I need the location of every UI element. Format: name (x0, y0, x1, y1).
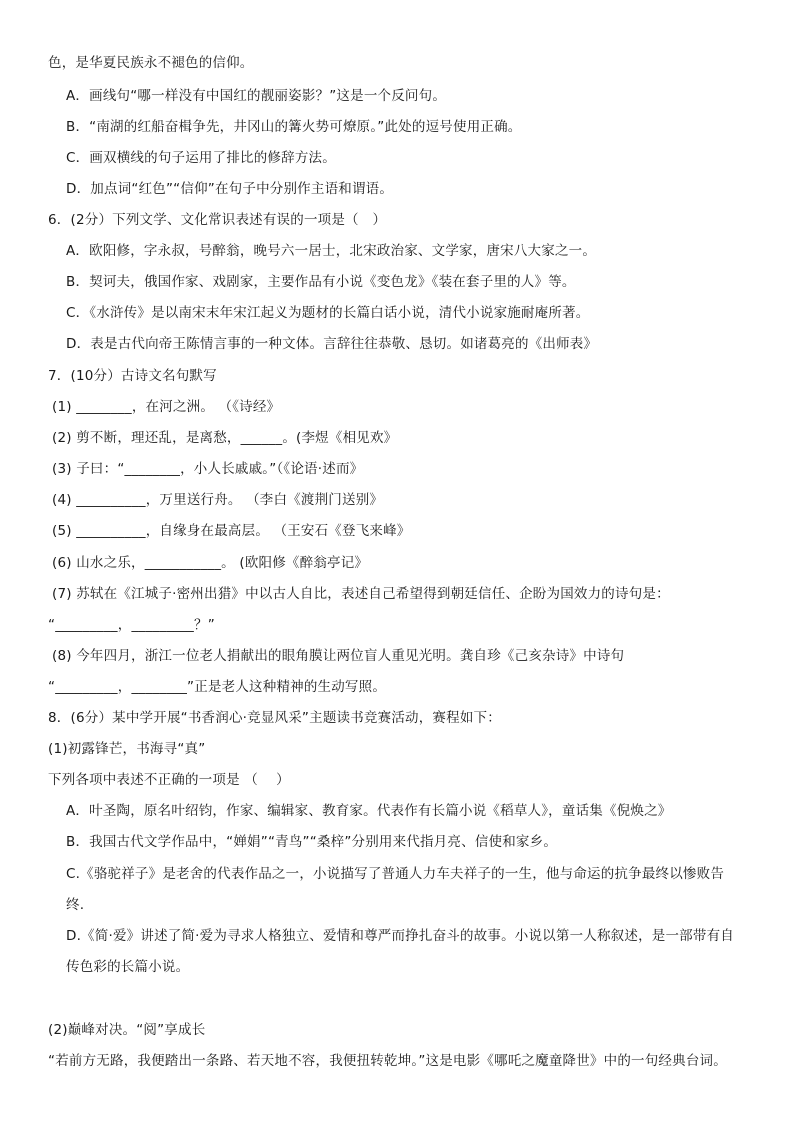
q6-option-c: C．《水浒传》是以南宋末年宋江起义为题材的长篇白话小说，清代小说家施耐庵所著。 (66, 305, 590, 321)
q7-item-8-answer: “_________，________”正是老人这种精神的生动写照。 (48, 679, 387, 695)
q5-option-d: D．加点词“红色”“信仰”在句子中分别作主语和谓语。 (66, 181, 394, 197)
q7-item-5: (5) __________，自缘身在最高层。 （王安石《登飞来峰》 (52, 523, 411, 539)
q8-part1-question: 下列各项中表述不正确的一项是 （ ） (48, 772, 290, 788)
q5-option-a: A．画线句“哪一样没有中国红的靓丽姿影？”这是一个反问句。 (66, 88, 447, 104)
q8-part2-text: “若前方无路，我便踏出一条路、若天地不容，我便扭转乾坤。”这是电影《哪吒之魔童降世》中的一句经典台词。 (48, 1053, 727, 1069)
q8-option-d-cont: 传色彩的长篇小说。 (66, 959, 190, 975)
q8-option-b: B．我国古代文学作品中，“婵娟”“青鸟”“桑梓”分别用来代指月亮、信使和家乡。 (66, 834, 558, 850)
q6-option-a: A．欧阳修，字永叔，号醉翁，晚号六一居士，北宋政治家、文学家，唐宋八大家之一。 (66, 243, 597, 259)
q7-item-2: (2) 剪不断，理还乱，是离愁，______。(李煜《相见欢》 (52, 430, 398, 446)
q5-option-c: C．画双横线的句子运用了排比的修辞方法。 (66, 150, 336, 166)
q7-stem: 7．(10分）古诗文名句默写 (48, 368, 217, 384)
q5-intro-tail: 色，是华夏民族永不褪色的信仰。 (48, 55, 254, 71)
q7-item-4: (4) __________，万里送行舟。 （李白《渡荆门送别》 (52, 492, 384, 508)
q7-item-1: (1) ________，在河之洲。 （《诗经》 (52, 399, 281, 415)
q8-part2-title: (2)巅峰对决。“阅”享成长 (48, 1022, 206, 1038)
q6-option-d: D．表是古代向帝王陈情言事的一种文体。言辞往往恭敬、恳切。如诸葛亮的《出师表》 (66, 336, 598, 352)
q5-option-b: B．“南湖的红船奋楫争先，井冈山的篝火势可燎原。”此处的逗号使用正确。 (66, 119, 522, 135)
q7-item-3: (3) 子曰：“________，小人长戚戚。”（《论语·述而》 (52, 461, 364, 477)
q6-option-b: B．契诃夫，俄国作家、戏剧家，主要作品有小说《变色龙》《装在套子里的人》等。 (66, 274, 576, 290)
q8-option-a: A．叶圣陶，原名叶绍钧，作家、编辑家、教育家。代表作有长篇小说《稻草人》，童话集《倪焕之》 (66, 803, 672, 819)
q8-stem: 8．(6分）某中学开展“书香润心·竞显风采”主题读书竞赛活动，赛程如下： (48, 710, 501, 726)
q8-option-c-cont: 终. (66, 897, 85, 913)
q8-part1-title: (1)初露锋芒，书海寻“真” (48, 741, 206, 757)
q7-item-7-answer: “_________，_________？” (48, 617, 215, 633)
q6-stem: 6．(2分）下列文学、文化常识表述有误的一项是（ ） (48, 212, 387, 228)
q7-item-7: (7) 苏轼在《江城子·密州出猎》中以古人自比，表述自己希望得到朝廷信任、企盼为国效力的诗句是： (52, 586, 670, 602)
q8-option-d: D.《简·爱》讲述了简·爱为寻求人格独立、爱情和尊严而挣扎奋斗的故事。小说以第一人称叙述，是一部带有自 (66, 928, 734, 944)
q7-item-8: (8) 今年四月，浙江一位老人捐献出的眼角膜让两位盲人重见光明。龚自珍《己亥杂诗》中诗句 (52, 648, 625, 664)
q8-option-c: C.《骆驼祥子》是老舍的代表作品之一，小说描写了普通人力车夫祥子的一生，他与命运的抗争最终以惨败告 (66, 866, 725, 882)
q7-item-6: (6) 山水之乐，___________。 (欧阳修《醉翁亭记》 (52, 555, 369, 571)
